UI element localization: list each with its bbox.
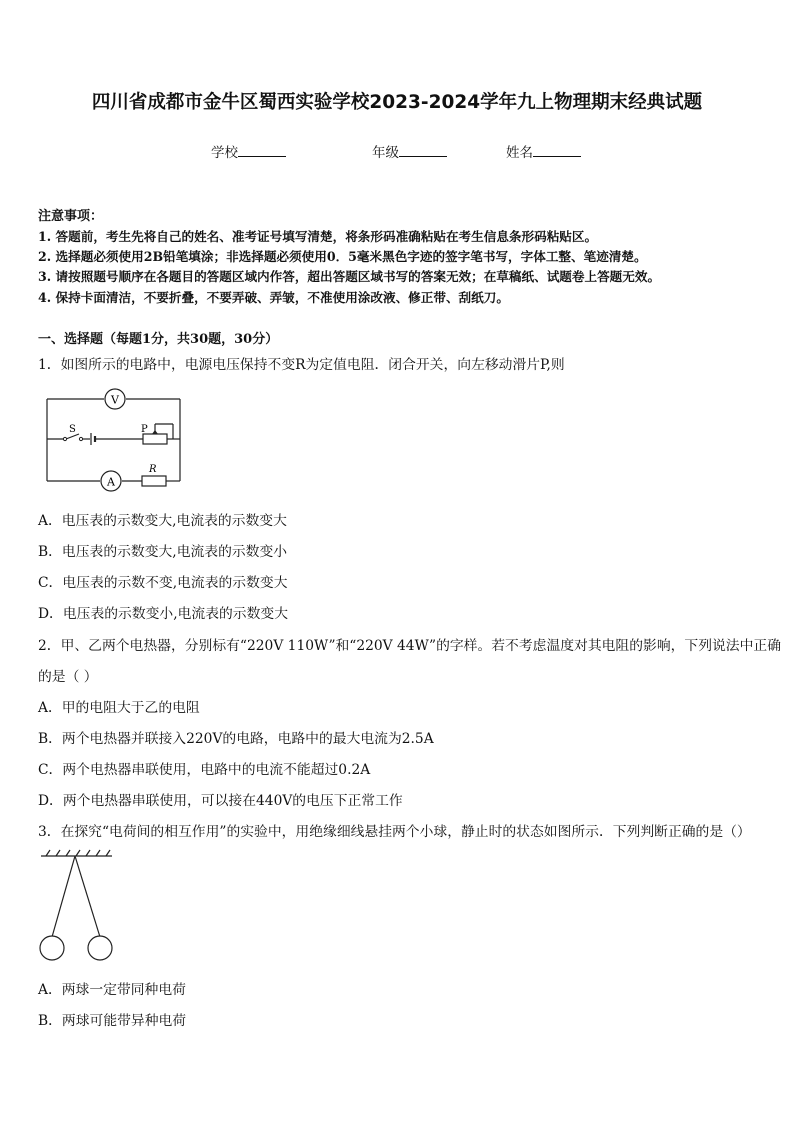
battery-symbol xyxy=(91,433,95,445)
question-1-stem: 1．如图所示的电路中，电源电压保持不变R为定值电阻．闭合开关，向左移动滑片P,则 xyxy=(38,357,565,373)
ammeter-symbol xyxy=(101,471,121,491)
grade-blank[interactable] xyxy=(399,143,447,157)
q3-pendulum-diagram xyxy=(36,848,116,966)
notes-heading: 注意事项： xyxy=(38,209,104,224)
rheostat-symbol xyxy=(141,424,167,444)
note-item: 1. 答题前，考生先将自己的姓名、准考证号填写清楚，将条形码准确粘贴在考生信息条形码粘贴区。 xyxy=(38,229,598,244)
section-heading: 一、选择题（每题1分，共30题，30分） xyxy=(38,332,279,347)
ammeter-label: A xyxy=(107,475,115,489)
grade-field xyxy=(372,141,447,161)
q1-option-d[interactable]: D．电压表的示数变小,电流表的示数变大 xyxy=(38,606,288,622)
note-item: 2. 选择题必须使用2B铅笔填涂；非选择题必须使用0．5毫米黑色字迹的签字笔书写，字体工整、笔迹清楚。 xyxy=(38,249,647,264)
q3-option-b[interactable]: B．两球可能带异种电荷 xyxy=(38,1013,187,1029)
voltmeter-symbol xyxy=(105,389,125,409)
q1-option-b[interactable]: B．电压表的示数变大,电流表的示数变小 xyxy=(38,544,288,560)
left-ball xyxy=(40,936,64,960)
question-2-stem-cont: 的是（ ） xyxy=(38,669,98,685)
right-ball xyxy=(88,936,112,960)
note-item: 4. 保持卡面清洁，不要折叠，不要弄破、弄皱，不准使用涂改液、修正带、刮纸刀。 xyxy=(38,290,509,305)
name-field xyxy=(506,141,581,161)
q3-option-a[interactable]: A．两球一定带同种电荷 xyxy=(38,982,186,998)
q1-circuit-diagram xyxy=(40,388,190,494)
switch-symbol xyxy=(63,424,82,441)
slider-label: P xyxy=(141,424,148,435)
name-blank[interactable] xyxy=(533,143,581,157)
note-item: 3. 请按照题号顺序在各题目的答题区域内作答，超出答题区域书写的答案无效；在草稿纸、试题卷上答题无效。 xyxy=(38,269,661,284)
question-2-stem: 2．甲、乙两个电热器，分别标有“220V 110W”和“220V 44W”的字样。若不考虑温度对其电阻的影响，下列说法中正确 xyxy=(38,638,781,654)
resistor-label: R xyxy=(149,464,157,475)
q1-option-c[interactable]: C．电压表的示数不变,电流表的示数变大 xyxy=(38,575,288,591)
switch-label: S xyxy=(69,424,76,435)
q2-option-b[interactable]: B．两个电热器并联接入220V的电路，电路中的最大电流为2.5A xyxy=(38,731,434,747)
page-title: 四川省成都市金牛区蜀西实验学校2023-2024学年九上物理期末经典试题 xyxy=(91,92,703,113)
q2-option-d[interactable]: D．两个电热器串联使用，可以接在440V的电压下正常工作 xyxy=(38,793,403,809)
left-thread xyxy=(52,856,75,937)
name-label: 姓名 xyxy=(506,145,533,161)
q2-option-a[interactable]: A．甲的电阻大于乙的电阻 xyxy=(38,700,200,716)
resistor-symbol xyxy=(142,464,166,486)
question-3-stem: 3．在探究“电荷间的相互作用”的实验中，用绝缘细线悬挂两个小球，静止时的状态如图所示．下列判断正确的是（） xyxy=(38,824,751,840)
school-blank[interactable] xyxy=(238,143,286,157)
school-label: 学校 xyxy=(211,145,238,161)
school-field xyxy=(211,141,286,161)
right-thread xyxy=(75,856,100,937)
voltmeter-label: V xyxy=(111,393,119,407)
q1-option-a[interactable]: A．电压表的示数变大,电流表的示数变大 xyxy=(38,513,287,529)
grade-label: 年级 xyxy=(372,145,399,161)
q2-option-c[interactable]: C．两个电热器串联使用，电路中的电流不能超过0.2A xyxy=(38,762,371,778)
